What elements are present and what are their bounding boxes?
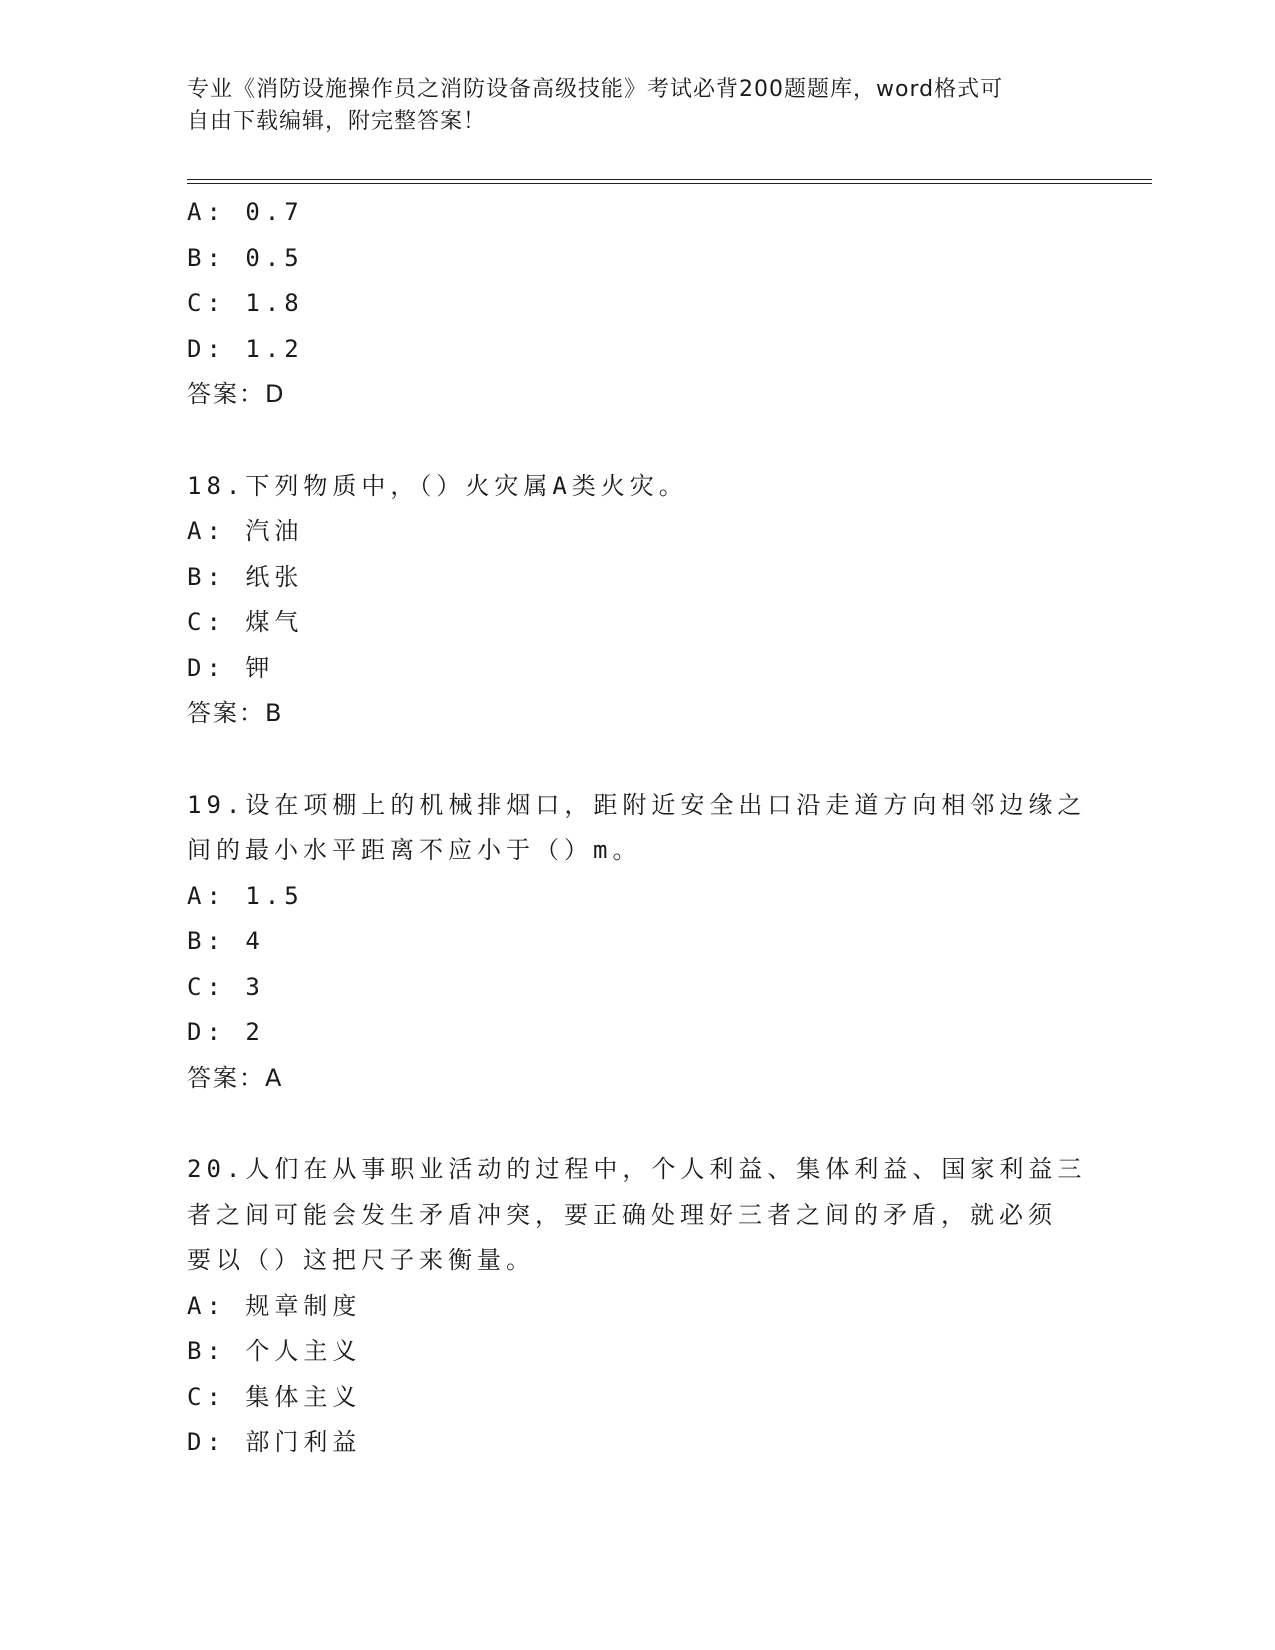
- option-b: B: 个人主义: [187, 1337, 362, 1365]
- option-d: D: 1.2: [187, 334, 304, 363]
- answer: 答案：D: [187, 380, 286, 408]
- header-line-1: 专业《消防设施操作员之消防设备高级技能》考试必背200题题库，word格式可: [187, 77, 1004, 102]
- answer: 答案：A: [187, 1063, 284, 1092]
- option-a: A: 0.7: [187, 198, 304, 226]
- option-b: B: 0.5: [187, 243, 304, 272]
- option-a: A: 汽油: [187, 517, 304, 545]
- question-stem-line-3: 要以（）这把尺子来衡量。: [187, 1246, 535, 1274]
- question-19: [187, 783, 1147, 1102]
- option-a: A: 1.5: [187, 881, 304, 910]
- option-c: C: 煤气: [187, 608, 304, 636]
- question-gap: [187, 1101, 1147, 1147]
- question-stem-line-1: 20.人们在从事职业活动的过程中，个人利益、集体利益、国家利益三: [187, 1155, 1087, 1183]
- option-b: B: 4: [187, 927, 265, 955]
- document-header: [187, 74, 1067, 138]
- option-c: C: 1.8: [187, 289, 304, 317]
- answer: 答案：B: [187, 699, 284, 727]
- header-divider-top: [187, 179, 1152, 180]
- question-list: [187, 190, 1147, 1466]
- question-stem-line-2: 者之间可能会发生矛盾冲突，要正确处理好三者之间的矛盾，就必须: [187, 1200, 1057, 1229]
- question-stem-line-1: 19.设在项棚上的机械排烟口，距附近安全出口沿走道方向相邻边缘之: [187, 790, 1087, 819]
- option-a: A: 规章制度: [187, 1291, 362, 1320]
- option-b: B: 纸张: [187, 562, 304, 591]
- option-d: D: 2: [187, 1018, 265, 1046]
- question-gap: [187, 418, 1147, 464]
- question-stem-line-2: 间的最小水平距离不应小于（）m。: [187, 836, 642, 864]
- option-c: C: 3: [187, 972, 265, 1001]
- header-divider-bottom: [187, 183, 1152, 184]
- header-line-2: 自由下载编辑，附完整答案！: [187, 109, 487, 134]
- question-17: [187, 190, 1147, 418]
- option-d: D: 部门利益: [187, 1428, 362, 1456]
- question-20: [187, 1147, 1147, 1466]
- question-18: [187, 464, 1147, 737]
- option-c: C: 集体主义: [187, 1382, 362, 1411]
- question-gap: [187, 737, 1147, 783]
- question-stem: 18.下列物质中，（）火灾属A类火灾。: [187, 471, 688, 500]
- option-d: D: 钾: [187, 653, 275, 682]
